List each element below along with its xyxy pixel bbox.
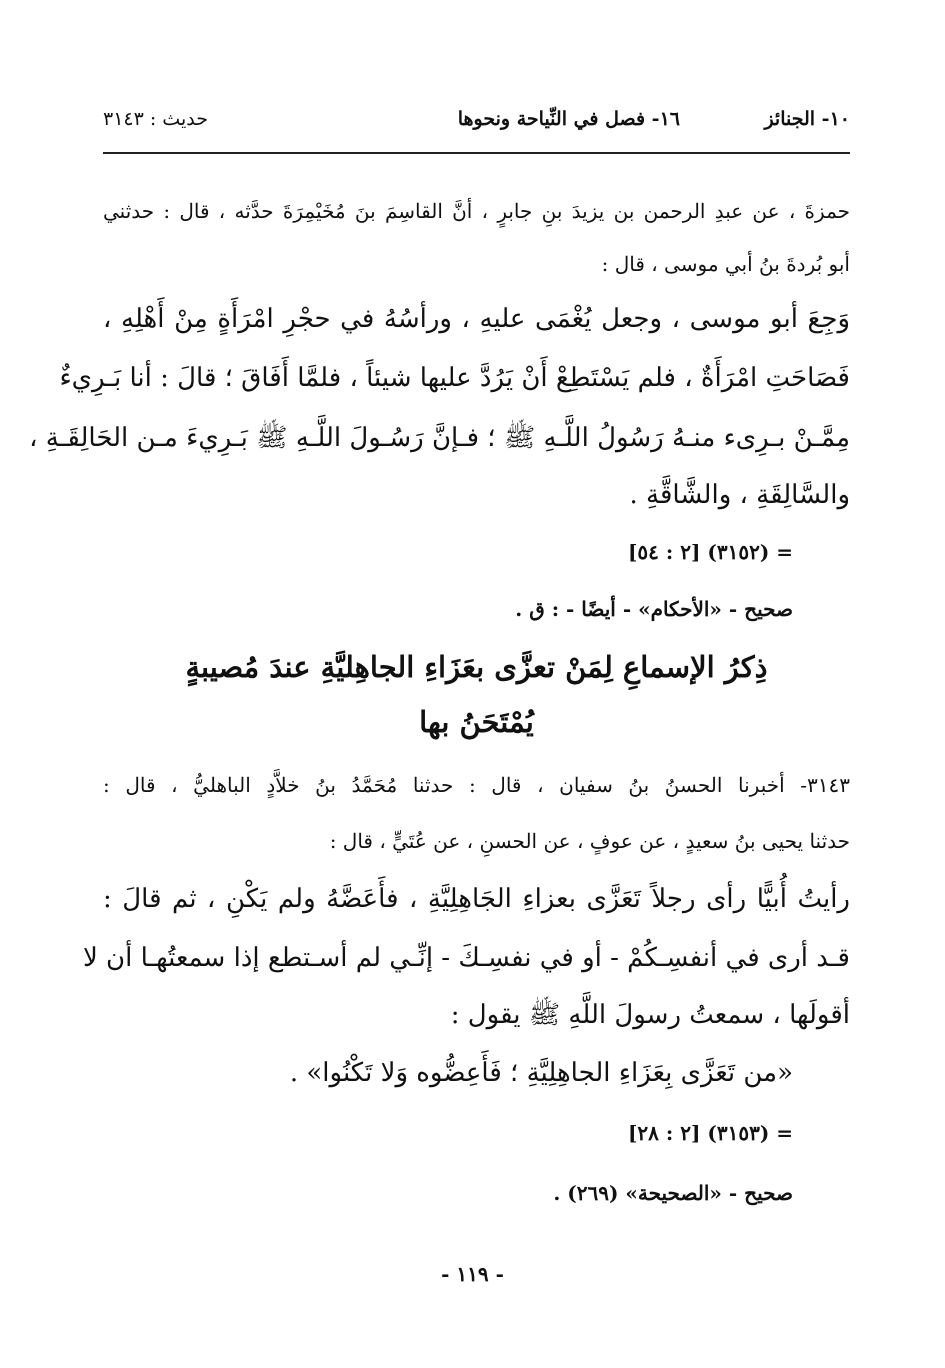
- cross-reference-1: = (٣١٥٢) [٢ : ٥٤]: [627, 540, 793, 564]
- hadith-2-line-2: قـد أرى في أنفسِـكُمْ - أو في نفسِـكَ - إنِّـي لم أسـتطع إذا سمعتُهـا أن لا: [82, 943, 850, 973]
- grading-2: صحيح - «الصحيحة» (٢٦٩) .: [553, 1181, 793, 1205]
- chapter-heading-line-1: ذِكرُ الإسماعِ لِمَنْ تعزَّى بعَزَاءِ الجاهِليَّةِ عندَ مُصيبةٍ: [185, 650, 768, 684]
- chain-line-2: أبو بُردةَ بنُ أبي موسى ، قال :: [601, 252, 850, 276]
- hadith-1-line-4: والسَّالِقَةِ ، والشَّاقَّةِ .: [629, 480, 850, 510]
- hadith-1-line-1: وَجِعَ أبو موسى ، وجعل يُغْمَى عليهِ ، ورأسُهُ في حجْرِ امْرَأَةٍ مِنْ أَهْلِهِ ،: [103, 304, 850, 334]
- header-section: ١٦- فصل في النِّياحة ونحوها: [457, 108, 680, 130]
- page-number: - ١١٩ -: [441, 1262, 504, 1286]
- hadith-2-line-3: أقولَها ، سمعتُ رسولَ اللَّهِ ﷺ يقول :: [450, 1000, 850, 1030]
- chapter-heading-line-2: يُمْتَحَنُ بها: [419, 705, 534, 739]
- hadith-1-line-2: فَصَاحَتِ امْرَأَةٌ ، فلم يَسْتَطِعْ أَنْ يَرُدَّ عليها شيئاً ، فلمَّا أَفَاقَ ؛ قالَ : أنا بَـرِيءٌ: [59, 363, 850, 393]
- cross-reference-2: = (٣١٥٣) [٢ : ٢٨]: [627, 1121, 793, 1145]
- header-chapter: ١٠- الجنائز: [764, 108, 850, 130]
- hadith-1-line-3: مِمَّـنْ بـرِىء منـهُ رَسُولُ اللَّـهِ ﷺ ؛ فـإنَّ رَسُـولَ اللَّـهِ ﷺ بَـرِيءَ مـن الحَالِقَـةِ ،: [29, 423, 850, 453]
- chain-2-line-2: حدثنا يحيى بنُ سعيدٍ ، عن عوفٍ ، عن الحسنِ ، عن عُتَيٍّ ، قال :: [329, 829, 850, 853]
- chain-2-line-1: ٣١٤٣- أخبرنا الحسنُ بنُ سفيان ، قال : حدثنا مُحَمَّدُ بنُ خلاَّدٍ الباهليُّ ، قال :: [103, 773, 850, 797]
- header-rule: [103, 152, 850, 154]
- header-hadith-ref: حديث : ٣١٤٣: [103, 108, 208, 130]
- chain-line-1: حمزةَ ، عن عبدِ الرحمن بن يزيدَ بنِ جابرٍ ، أنَّ القاسِمَ بنَ مُخَيْمِرَةَ حدَّثه ، قال : حدثني: [103, 199, 850, 223]
- hadith-2-line-1: رأيتُ أُبيًّا رأى رجلاً تَعَزَّى بعزاءِ الجَاهِلِيَّةِ ، فأَعَضَّهُ ولم يَكْنِ ، ثم قالَ :: [103, 884, 850, 914]
- hadith-2-line-4: «من تَعَزَّى بِعَزَاءِ الجاهِلِيَّةِ ؛ فَأَعِضُّوه وَلا تَكْنُوا» .: [289, 1058, 793, 1088]
- grading-1: صحيح - «الأحكام» - أيضًا - : ق .: [515, 597, 793, 621]
